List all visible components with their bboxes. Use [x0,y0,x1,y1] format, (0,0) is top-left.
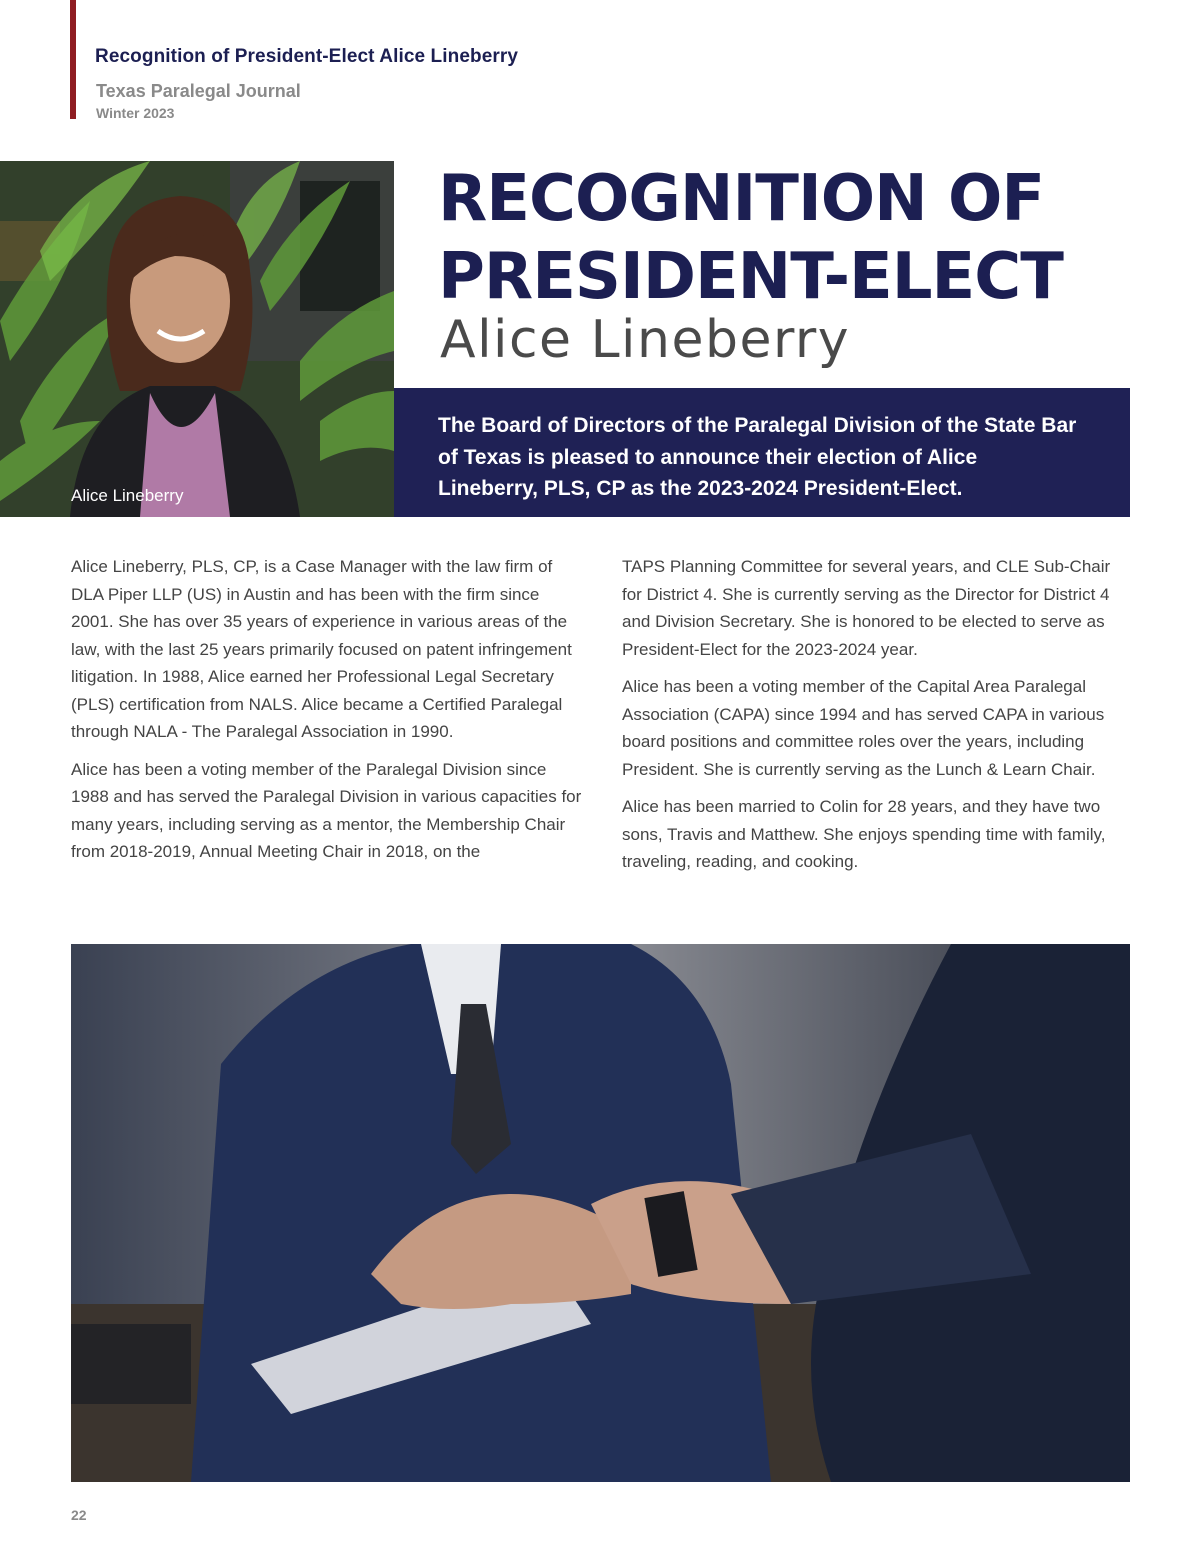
body-paragraph: Alice has been a voting member of the Capital Area Paralegal Association (CAPA) since 1994 and has served CAPA in various board positions and committee roles over the years, including President. She is currently serving as the Lunch & Learn Chair. [622,677,1105,779]
body-paragraph: Alice Lineberry, PLS, CP, is a Case Manager with the law firm of DLA Piper LLP (US) in Austin and has been with the firm since 2001. She has over 35 years of experience in various areas of the law, with the last 25 years primarily focused on patent infringement litigation. In 1988, Alice earned her Professional Legal Secretary (PLS) certification from NALS. Alice became a Certified Paralegal through NALA - The Paralegal Association in 1990. [71,557,572,741]
portrait-photo [0,161,394,517]
headline [438,160,1138,316]
journal-name: Texas Paralegal Journal [96,81,301,101]
body-paragraph: Alice has been married to Colin for 28 years, and they have two sons, Travis and Matthew. She enjoys spending time with family, traveling, reading, and cooking. [622,797,1106,871]
page-number: 22 [71,1507,87,1523]
body-paragraph: Alice has been a voting member of the Paralegal Division since 1988 and has served the Paralegal Division in various capacities for many years, including serving as a mentor, the Membership Chair from 2018-2019, Annual Meeting Chair in 2018, on the [71,759,582,861]
headline-line-2: PRESIDENT-ELECT [438,240,1063,314]
announcement-text: The Board of Directors of the Paralegal Division of the State Bar of Texas is pleased to announce their election of Alice Lineberry, PLS, CP as the 2023-2024 President-Elect. [438,414,1077,500]
portrait-caption: Alice Lineberry [71,486,184,505]
handshake-photo [71,944,1130,1482]
body-column-left [71,553,583,876]
body-paragraph: TAPS Planning Committee for several years, and CLE Sub-Chair for District 4. She is currently serving as the Director for District 4 and Division Secretary. She is honored to be elected to serve as President-Elect for the 2023-2024 year. [622,557,1111,659]
announcement-banner [394,388,1130,517]
body-column-right [622,553,1134,886]
handshake-illustration [71,944,1130,1482]
issue-label: Winter 2023 [96,105,175,121]
honoree-name: Alice Lineberry [440,310,851,370]
running-title: Recognition of President-Elect Alice Lineberry [95,46,519,67]
accent-bar [70,0,76,119]
headline-line-1: RECOGNITION OF [438,162,1045,236]
portrait-illustration [0,161,394,517]
